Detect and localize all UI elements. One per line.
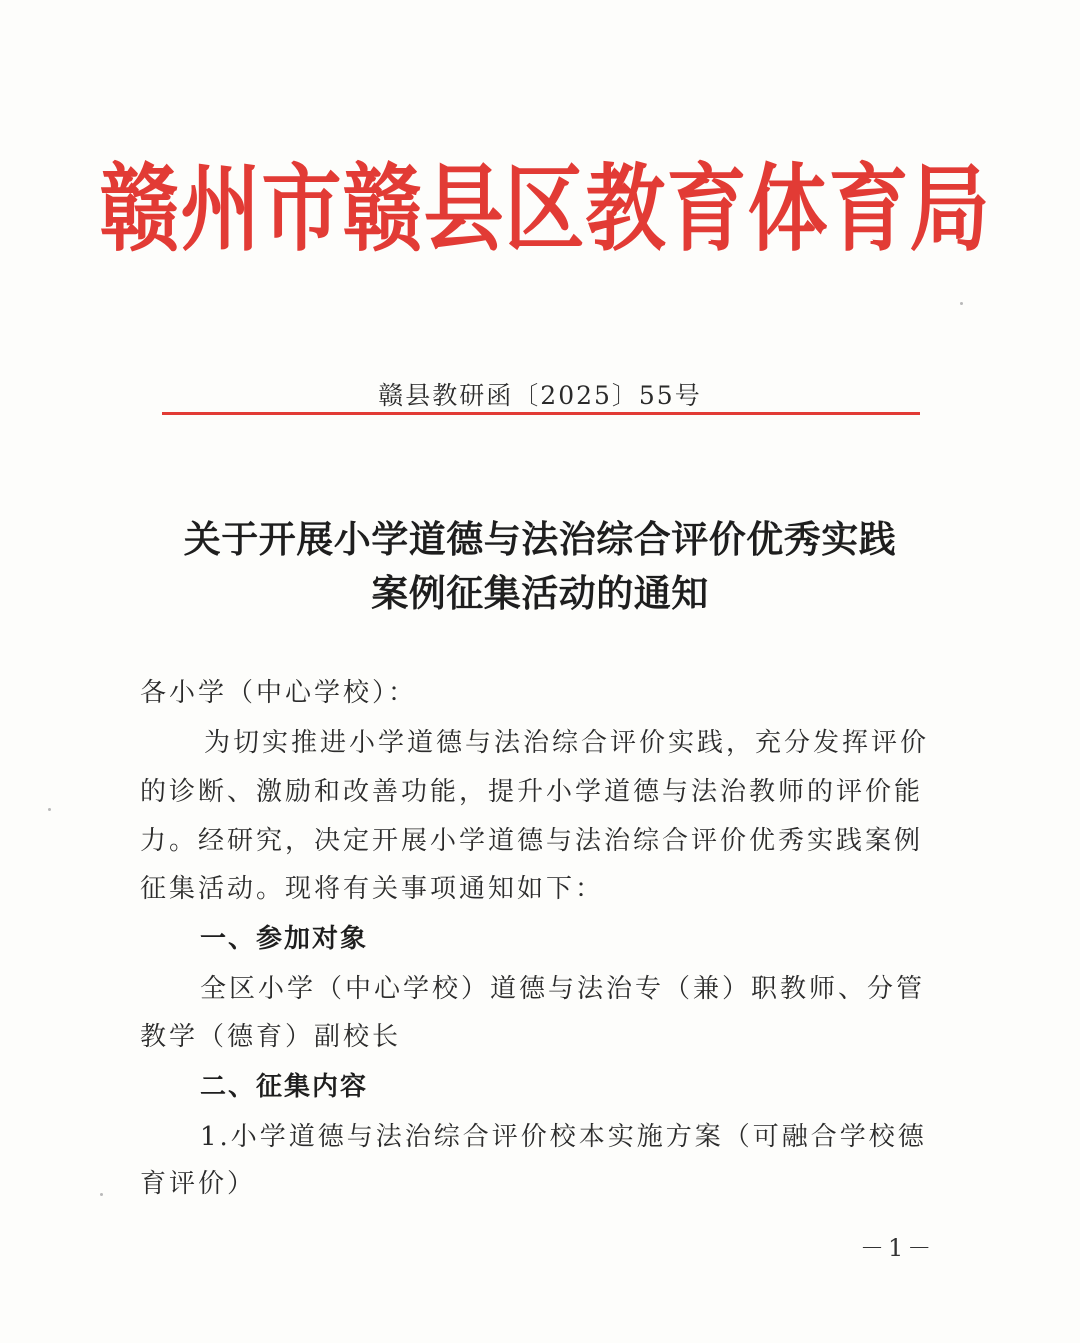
section-1-line-2: 教学（德育）副校长 xyxy=(140,1022,402,1052)
organization-header: 赣州市赣县区教育体育局 xyxy=(99,153,991,264)
intro-line-2: 的诊断、激励和改善功能，提升小学道德与法治教师的评价能 xyxy=(140,777,924,807)
section-2-heading: 二、征集内容 xyxy=(200,1072,369,1102)
section-1-heading: 一、参加对象 xyxy=(200,924,369,954)
scan-speck xyxy=(100,1193,103,1196)
title-line-2: 案例征集活动的通知 xyxy=(371,571,709,615)
scan-speck xyxy=(48,808,51,811)
intro-line-4: 征集活动。现将有关事项通知如下： xyxy=(140,874,605,904)
document-title xyxy=(140,512,940,620)
intro-line-1: 为切实推进小学道德与法治综合评价实践，充分发挥评价 xyxy=(204,728,930,758)
title-line-1: 关于开展小学道德与法治综合评价优秀实践 xyxy=(183,517,897,561)
red-divider-line xyxy=(162,412,920,415)
scan-speck xyxy=(960,302,963,305)
section-2-line-2: 育评价） xyxy=(140,1169,257,1199)
document-number: 赣县教研函〔2025〕55号 xyxy=(378,381,702,410)
salutation: 各小学（中心学校）： xyxy=(140,678,418,708)
section-2-line-1: 1.小学道德与法治综合评价校本实施方案（可融合学校德 xyxy=(200,1122,927,1152)
intro-line-3: 力。经研究，决定开展小学道德与法治综合评价优秀实践案例 xyxy=(140,826,924,856)
page-number: －1－ xyxy=(860,1234,936,1262)
section-1-line-1: 全区小学（中心学校）道德与法治专（兼）职教师、分管 xyxy=(200,974,926,1004)
